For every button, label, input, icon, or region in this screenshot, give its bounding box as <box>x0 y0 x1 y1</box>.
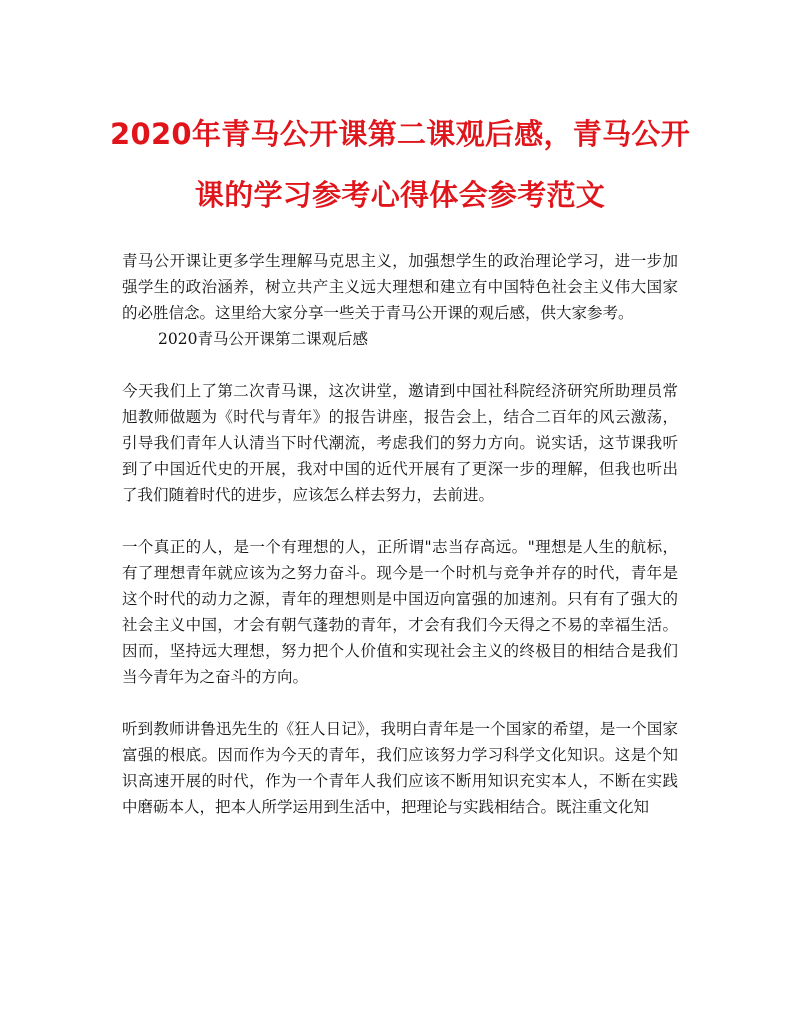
document-body <box>122 248 678 820</box>
section-subtitle: 2020青马公开课第二课观后感 <box>158 330 368 348</box>
paragraph-spacer <box>122 508 678 534</box>
document-title: 2020年青马公开课第二课观后感，青马公开课的学习参考心得体会参考范文 <box>109 117 690 212</box>
body-paragraph-1: 今天我们上了第二次青马课，这次讲堂，邀请到中国社科院经济研究所助理员常旭教师做题为《时代与青年》的报告讲座，报告会上，结合二百年的风云激荡，引导我们青年人认清当下时代潮流，考虑我们的努力方向。说实话，这节课我听到了中国近代史的开展，我对中国的近代开展有了更深一步的理解，但我也听出了我们随着时代的进步，应该怎么样去努力，去前进。 <box>122 382 678 504</box>
body-paragraph-3: 听到教师讲鲁迅先生的《狂人日记》，我明白青年是一个国家的希望，是一个国家富强的根底。因而作为今天的青年，我们应该努力学习科学文化知识。这是个知识高速开展的时代，作为一个青年人我们应该不断用知识充实本人，不断在实践中磨砺本人，把本人所学运用到生活中，把理论与实践相结合。既注重文化知 <box>122 720 678 816</box>
paragraph-spacer <box>122 352 678 378</box>
paragraph-spacer <box>122 690 678 716</box>
body-paragraph-2: 一个真正的人，是一个有理想的人，正所谓"志当存高远。"理想是人生的航标，有了理想青年就应该为之努力奋斗。现今是一个时机与竞争并存的时代，青年是这个时代的动力之源，青年的理想则是中国迈向富强的加速剂。只有有了强大的社会主义中国，才会有朝气蓬勃的青年，才会有我们今天得之不易的幸福生活。因而，坚持远大理想，努力把个人价值和实现社会主义的终极目的相结合是我们当今青年为之奋斗的方向。 <box>122 538 678 686</box>
intro-paragraph: 青马公开课让更多学生理解马克思主义，加强想学生的政治理论学习，进一步加强学生的政治涵养，树立共产主义远大理想和建立有中国特色社会主义伟大国家的必胜信念。这里给大家分享一些关于青马公开课的观后感，供大家参考。 <box>122 252 678 322</box>
